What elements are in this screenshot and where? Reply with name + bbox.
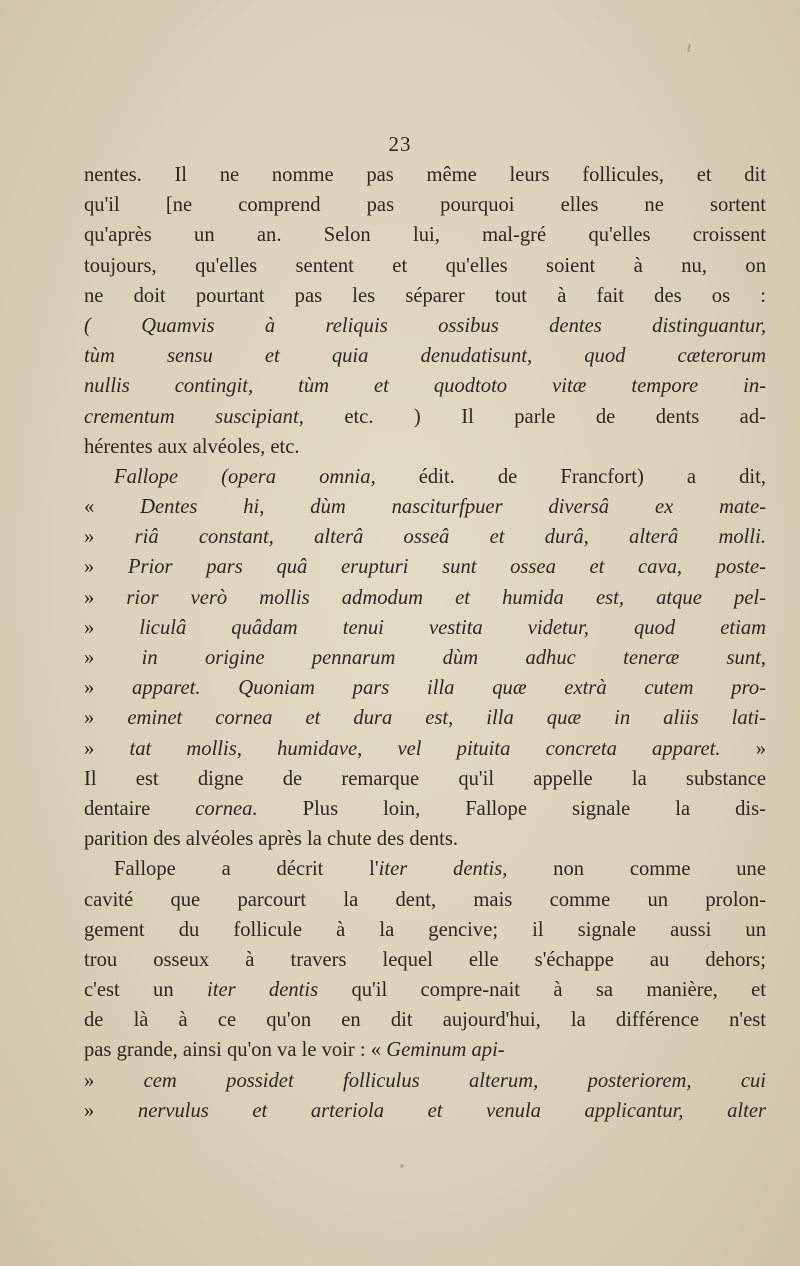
text-line: [84, 552, 766, 582]
text-line: [84, 703, 766, 733]
text-line: [84, 915, 766, 945]
text-line: [84, 492, 766, 522]
quoted-latin: liculâ quâdam tenui vestita videtur, quod etiam: [139, 616, 767, 639]
text-line: [84, 432, 766, 462]
quote-mark: »: [84, 586, 127, 609]
text-line: [84, 854, 766, 884]
line-text: qu'après un an. Selon lui, mal-gré qu'elles croissent: [84, 224, 766, 247]
text-line: [84, 311, 766, 341]
line-text: hérentes aux alvéoles, etc.: [84, 435, 300, 458]
quote-mark: »: [84, 616, 140, 639]
body-text: [84, 160, 766, 1126]
roman-run: dentaire: [84, 797, 196, 820]
text-line: [84, 734, 766, 764]
italic-run: iter dentis: [207, 979, 319, 1002]
text-line: [84, 190, 766, 220]
line-text: trou osseux à travers lequel elle s'échappe au dehors;: [84, 948, 766, 971]
text-line: [84, 613, 766, 643]
quoted-latin: apparet. Quoniam pars illa quæ extrà cutem pro-: [132, 677, 766, 700]
roman-run: , non comme une: [502, 858, 766, 881]
quoted-latin: nervulus et arteriola et venula applicantur, alter: [137, 1099, 767, 1122]
quote-mark: »: [84, 677, 133, 700]
line-text: parition des alvéoles après la chute des dents.: [84, 828, 458, 851]
line-text: gement du follicule à la gencive; il signale aussi un: [84, 918, 766, 941]
quote-mark: »: [84, 1069, 144, 1092]
line-text: qu'il [ne comprend pas pourquoi elles ne sortent: [84, 194, 766, 217]
italic-run: iter dentis: [378, 858, 503, 881]
text-line: [84, 885, 766, 915]
ink-dot: [400, 1164, 404, 1168]
text-line: [84, 281, 766, 311]
line-text: ne doit pourtant pas les séparer tout à fait des os :: [84, 284, 766, 307]
line-text: de là à ce qu'on en dit aujourd'hui, la différence n'est: [84, 1009, 766, 1032]
text-line: [84, 794, 766, 824]
paper-speck: [687, 44, 691, 52]
line-text: nullis contingit, tùm et quodtoto vitæ tempore in-: [84, 375, 766, 398]
quoted-latin: eminet cornea et dura est, illa quæ in aliis lati-: [127, 707, 767, 730]
text-line: [84, 824, 766, 854]
page-number: 23: [388, 132, 412, 156]
quoted-latin: in origine pennarum dùm adhuc teneræ sunt,: [141, 647, 766, 669]
quote-mark: »: [84, 737, 130, 760]
text-line: [84, 764, 766, 794]
roman-run: etc. ) Il parle de dents ad-: [303, 405, 766, 428]
quote-mark: «: [84, 496, 141, 519]
roman-run: Fallope a décrit l': [114, 858, 379, 881]
text-line: [84, 673, 766, 703]
text-line: [84, 975, 766, 1005]
text-line: [84, 402, 766, 432]
text-line: [84, 1066, 766, 1096]
italic-run: cornea.: [195, 797, 258, 820]
roman-run: pas grande, ainsi qu'on va le voir : «: [84, 1039, 387, 1062]
quoted-latin: riâ constant, alterâ osseâ et durâ, alterâ molli.: [134, 526, 766, 549]
quote-mark: »: [720, 737, 766, 760]
text-line: [84, 341, 766, 371]
quote-mark: »: [84, 647, 142, 669]
quote-mark: »: [84, 1099, 138, 1122]
line-text: nentes. Il ne nomme pas même leurs follicules, et dit: [84, 164, 766, 186]
line-text: tùm sensu et quia denudatisunt, quod cæterorum: [84, 345, 766, 368]
quote-mark: »: [84, 526, 135, 549]
line-text: cavité que parcourt la dent, mais comme un prolon-: [84, 888, 766, 911]
text-line: [84, 1096, 766, 1126]
quote-mark: »: [84, 707, 128, 730]
italic-run: Geminum api-: [386, 1039, 505, 1062]
text-line: [84, 160, 766, 190]
quote-mark: »: [84, 556, 128, 579]
line-text: ( Quamvis à reliquis ossibus dentes distinguantur,: [84, 314, 766, 337]
text-line: [84, 1035, 766, 1065]
quoted-latin: tat mollis, humidave, vel pituita concreta apparet.: [129, 737, 721, 760]
text-line: [84, 1005, 766, 1035]
line-text: toujours, qu'elles sentent et qu'elles soient à nu, on: [84, 254, 766, 277]
roman-run: édit. de Francfort) a dit,: [375, 465, 767, 488]
text-line: [84, 583, 766, 613]
quoted-latin: Prior pars quâ erupturi sunt ossea et cava, poste-: [127, 556, 766, 579]
italic-run: Fallope (opera omnia,: [114, 465, 376, 488]
quoted-latin: cem possidet folliculus alterum, posteriorem, cui: [143, 1069, 766, 1092]
quoted-latin: rior verò mollis admodum et humida est, atque pel-: [126, 586, 766, 609]
text-line: [84, 462, 766, 492]
italic-run: crementum suscipiant,: [84, 405, 304, 428]
text-line: [84, 220, 766, 250]
text-line: [84, 643, 766, 673]
text-line: [84, 251, 766, 281]
roman-run: qu'il compre-nait à sa manière, et: [318, 979, 766, 1002]
quoted-latin: Dentes hi, dùm nasciturfpuer diversâ ex mate-: [140, 496, 766, 519]
text-line: [84, 522, 766, 552]
text-line: [84, 371, 766, 401]
text-line: [84, 945, 766, 975]
roman-run: c'est un: [84, 979, 207, 1002]
roman-run: Plus loin, Fallope signale la dis-: [257, 797, 767, 820]
line-text: Il est digne de remarque qu'il appelle la substance: [84, 767, 766, 790]
